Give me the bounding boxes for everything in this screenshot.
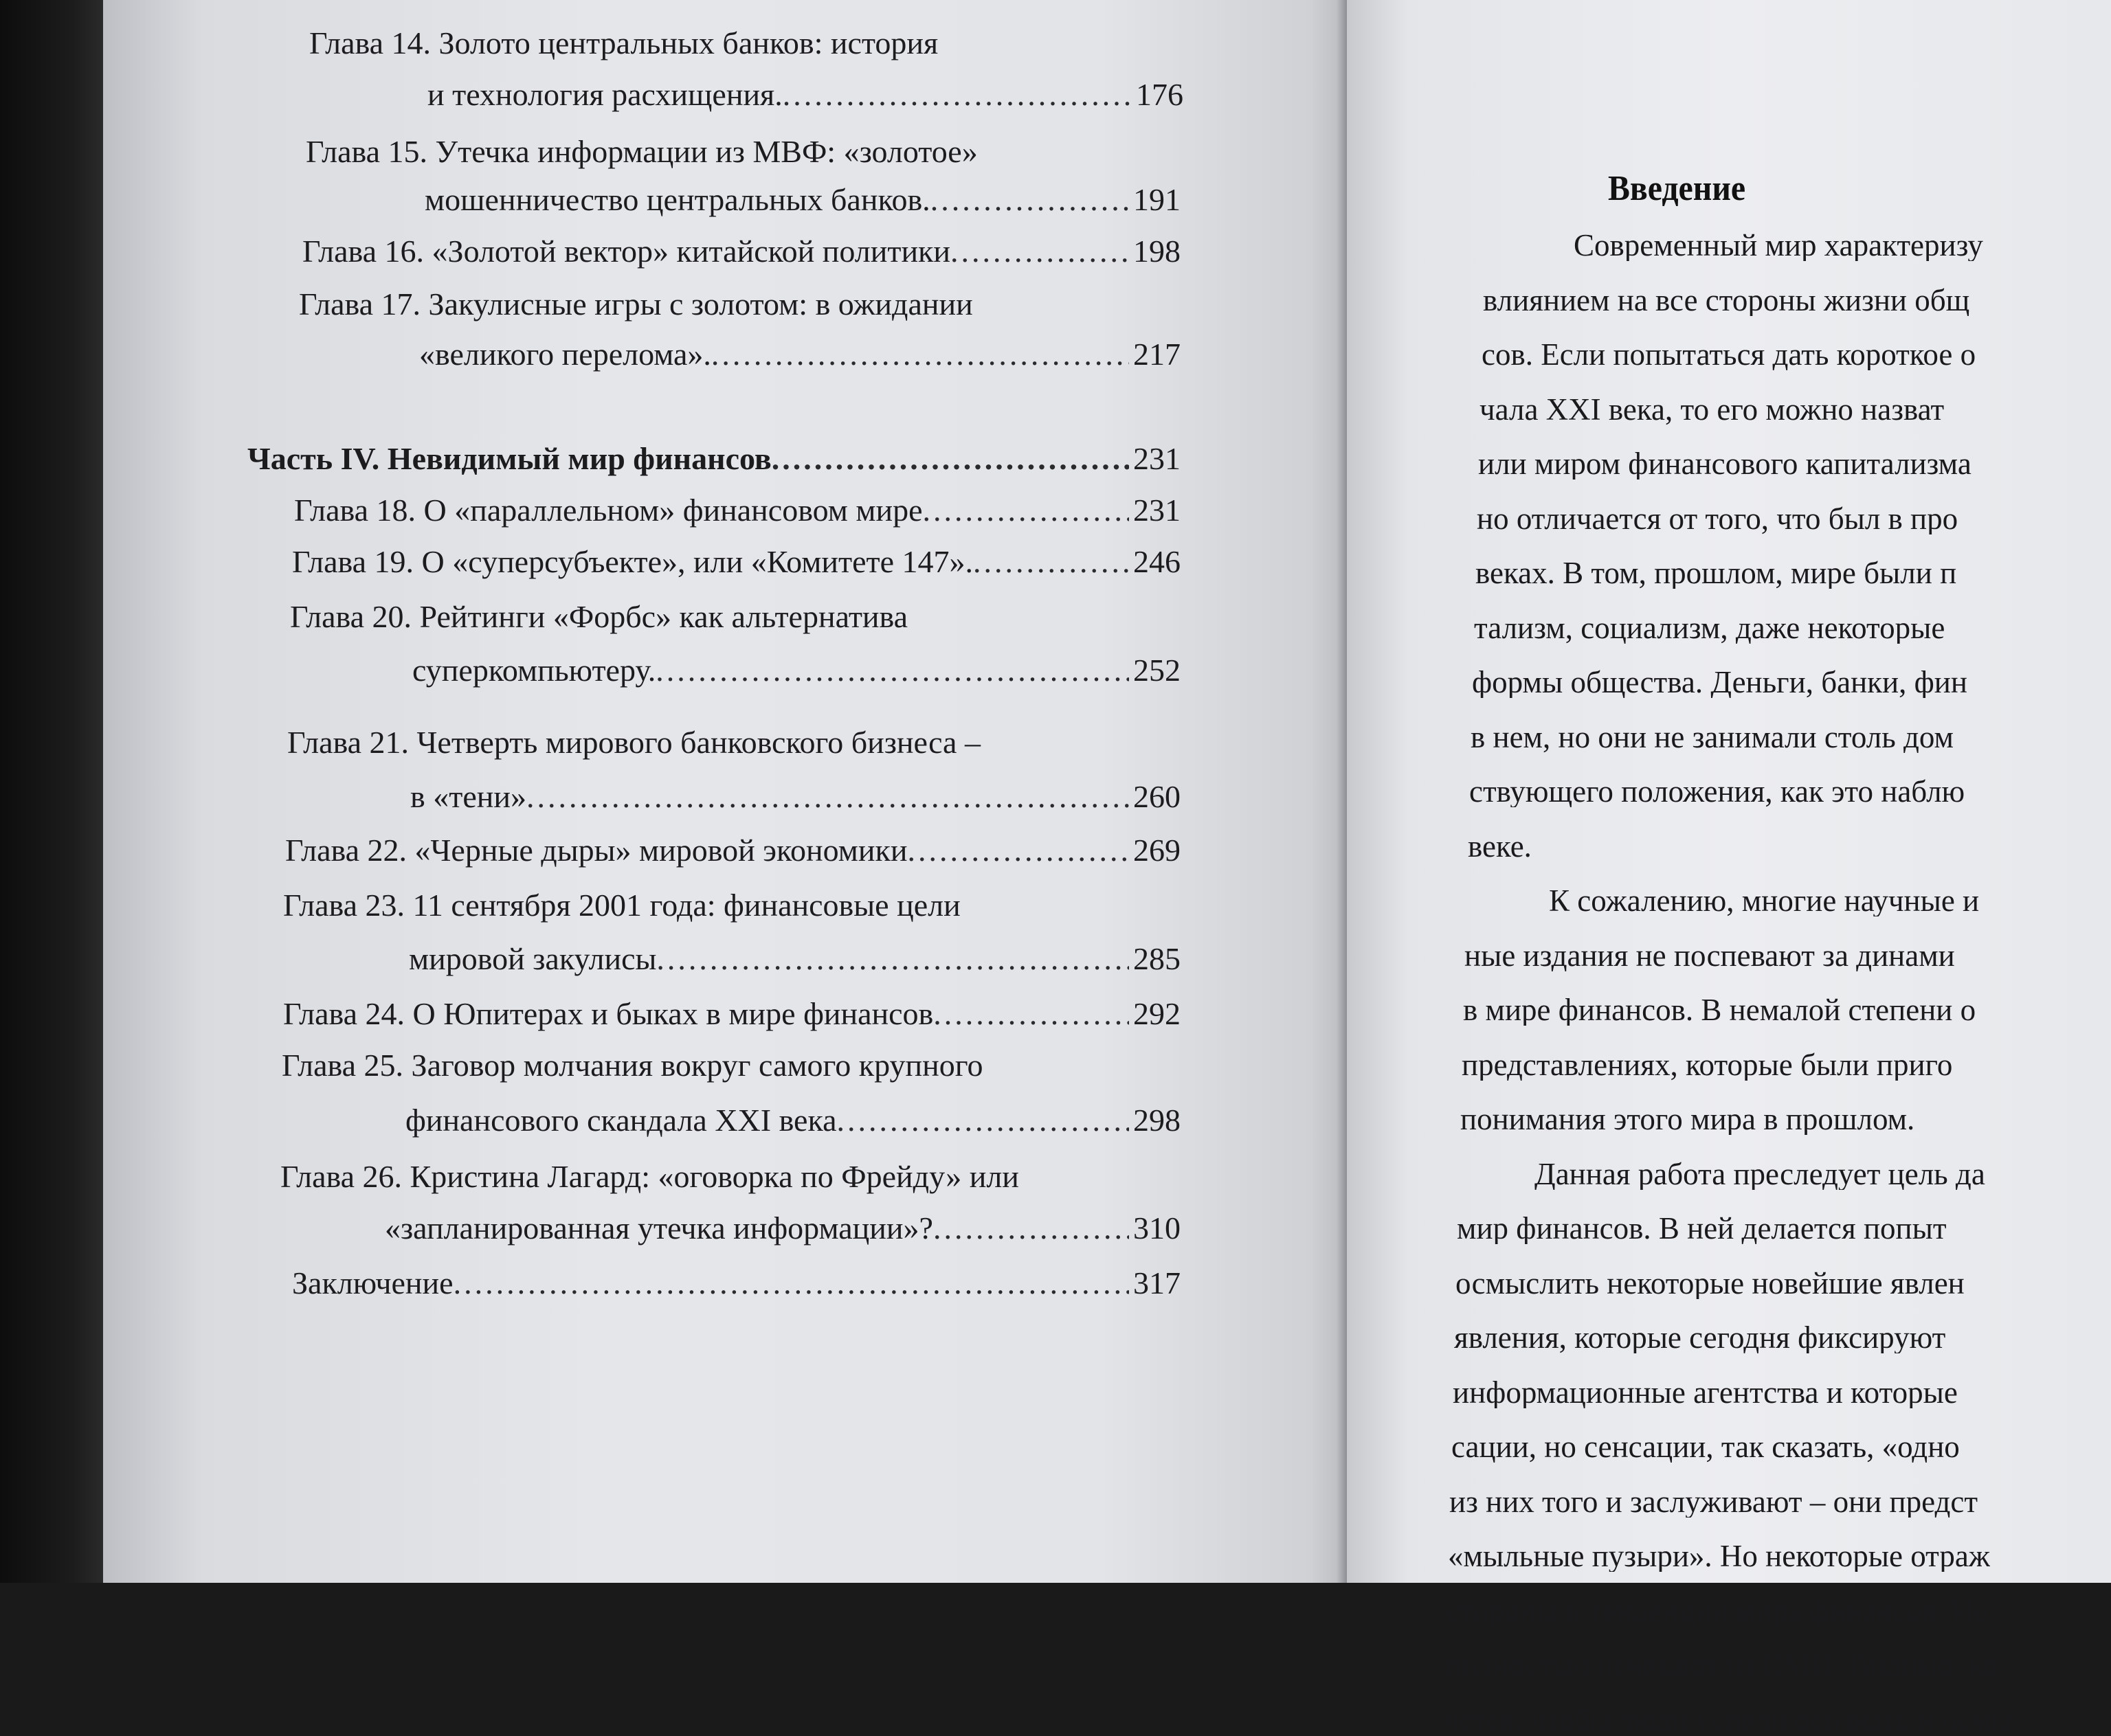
toc-chapter-26: «запланированная утечка информации»? ..... 310 bbox=[385, 1213, 1181, 1244]
introduction-line: в нем, но они не занимали столь дом bbox=[1471, 722, 1954, 753]
toc-chapter-14: и технология расхищения. ..... 176 bbox=[427, 79, 1183, 111]
toc-chapter-21-line1: Глава 21. Четверть мирового банковского бизнеса – bbox=[287, 725, 981, 760]
introduction-line: влиянием на все стороны жизни общ bbox=[1483, 285, 1970, 316]
page-number: 176 bbox=[1136, 77, 1183, 112]
introduction-line: информационные агентства и которые bbox=[1453, 1377, 1958, 1408]
toc-chapter-15: мошенничество центральных банков. ..... 191 bbox=[425, 184, 1181, 216]
introduction-title: Введение bbox=[1608, 169, 1746, 208]
introduction-line: мир финансов. В ней делается попыт bbox=[1457, 1213, 1947, 1244]
left-page-toc bbox=[103, 0, 1347, 1583]
toc-chapter-24: Глава 24. О Юпитерах и быках в мире финансов ..... 292 bbox=[283, 998, 1181, 1030]
page-number: 310 bbox=[1133, 1210, 1181, 1245]
introduction-line: «мыльные пузыри». Но некоторые отраж bbox=[1448, 1541, 1990, 1572]
introduction-line: явления, которые сегодня фиксируют bbox=[1454, 1322, 1946, 1353]
page-number: 198 bbox=[1133, 234, 1181, 269]
toc-chapter-20: суперкомпьютеру. ..... 252 bbox=[412, 655, 1181, 686]
introduction-line: Современный мир характеризу bbox=[1574, 230, 1983, 261]
page-number: 246 bbox=[1133, 544, 1181, 579]
toc-conclusion: Заключение ..... 317 bbox=[292, 1267, 1181, 1299]
toc-chapter-22: Глава 22. «Черные дыры» мировой экономики ..... 269 bbox=[285, 835, 1181, 866]
introduction-line: формы общества. Деньги, банки, фин bbox=[1472, 667, 1967, 698]
introduction-line: но отличается от того, что был в про bbox=[1477, 504, 1958, 534]
toc-chapter-23-line1: Глава 23. 11 сентября 2001 года: финансовые цели bbox=[283, 888, 961, 923]
toc-chapter-20-line1: Глава 20. Рейтинги «Форбс» как альтернатива bbox=[290, 599, 908, 634]
toc-chapter-18: Глава 18. О «параллельном» финансовом мире ..... 231 bbox=[294, 495, 1181, 526]
toc-chapter-16: Глава 16. «Золотой вектор» китайской политики ..... 198 bbox=[302, 236, 1181, 267]
introduction-line: тализм, социализм, даже некоторые bbox=[1474, 613, 1945, 644]
introduction-line: или миром финансового капитализма bbox=[1478, 449, 1972, 480]
page-number: 191 bbox=[1133, 182, 1181, 217]
introduction-line: чала XXI века, то его можно назват bbox=[1479, 394, 1945, 425]
introduction-line: представлениях, которые были приго bbox=[1462, 1050, 1953, 1081]
introduction-line: сации, но сенсации, так сказать, «одно bbox=[1451, 1432, 1960, 1463]
toc-chapter-19: Глава 19. О «суперсубъекте», или «Комитете 147». ..... 246 bbox=[292, 546, 1181, 578]
page-number: 217 bbox=[1133, 337, 1181, 372]
introduction-line: К сожалению, многие научные и bbox=[1549, 886, 1980, 916]
introduction-line: осмыслить некоторые новейшие явлен bbox=[1455, 1268, 1965, 1299]
introduction-line: веках. В том, прошлом, мире были п bbox=[1475, 558, 1957, 589]
introduction-line: ные издания не поспевают за динами bbox=[1464, 940, 1955, 971]
toc-chapter-17: «великого перелома». ..... 217 bbox=[419, 339, 1181, 370]
introduction-line: в мире финансов. В немалой степени о bbox=[1463, 995, 1976, 1026]
page-number: 269 bbox=[1133, 833, 1181, 868]
introduction-line: полностью исчезают из СМИ. Видимо, ко bbox=[1445, 1650, 1998, 1681]
toc-chapter-21: в «тени» ..... 260 bbox=[410, 781, 1181, 813]
page-number: 260 bbox=[1133, 779, 1181, 814]
page-number: 292 bbox=[1133, 996, 1181, 1031]
toc-chapter-15-line1: Глава 15. Утечка информации из МВФ: «золотое» bbox=[306, 134, 978, 169]
toc-chapter-23: мировой закулисы ..... 285 bbox=[409, 943, 1181, 975]
table-of-contents bbox=[103, 0, 1347, 1583]
toc-part-4: Часть IV. Невидимый мир финансов ..... 231 bbox=[247, 443, 1181, 475]
toc-chapter-14-line1: Глава 14. Золото центральных банков: история bbox=[309, 25, 939, 60]
book-cover-edge bbox=[0, 0, 103, 1583]
page-number: 252 bbox=[1133, 653, 1181, 688]
introduction-line: из них того и заслуживают – они предст bbox=[1449, 1487, 1978, 1518]
toc-chapter-26-line1: Глава 26. Кристина Лагард: «оговорка по Фрейду» или bbox=[280, 1159, 1019, 1194]
toc-chapter-17-line1: Глава 17. Закулисные игры с золотом: в ожидании bbox=[299, 286, 973, 322]
introduction-line: ствующего положения, как это наблю bbox=[1469, 776, 1965, 807]
page-number: 231 bbox=[1133, 493, 1181, 528]
page-number: 285 bbox=[1133, 941, 1181, 976]
toc-chapter-25: финансового скандала XXI века ..... 298 bbox=[405, 1105, 1181, 1136]
page-number: 317 bbox=[1133, 1265, 1181, 1300]
page-number: 298 bbox=[1133, 1103, 1181, 1138]
introduction-line: Данная работа преследует цель да bbox=[1534, 1159, 1985, 1190]
page-number: 231 bbox=[1133, 441, 1181, 476]
introduction-line: веке. bbox=[1468, 831, 1532, 862]
introduction-line: сов. Если попытаться дать короткое о bbox=[1482, 339, 1976, 370]
introduction-line: чется, чтобы люди успели осознать и осмы bbox=[1444, 1705, 2012, 1736]
toc-chapter-25-line1: Глава 25. Заговор молчания вокруг самого крупного bbox=[282, 1048, 983, 1083]
introduction-line: стороны и тенденции мира финансов. Не bbox=[1447, 1596, 1988, 1627]
introduction-line: понимания этого мира в прошлом. bbox=[1460, 1104, 1915, 1135]
